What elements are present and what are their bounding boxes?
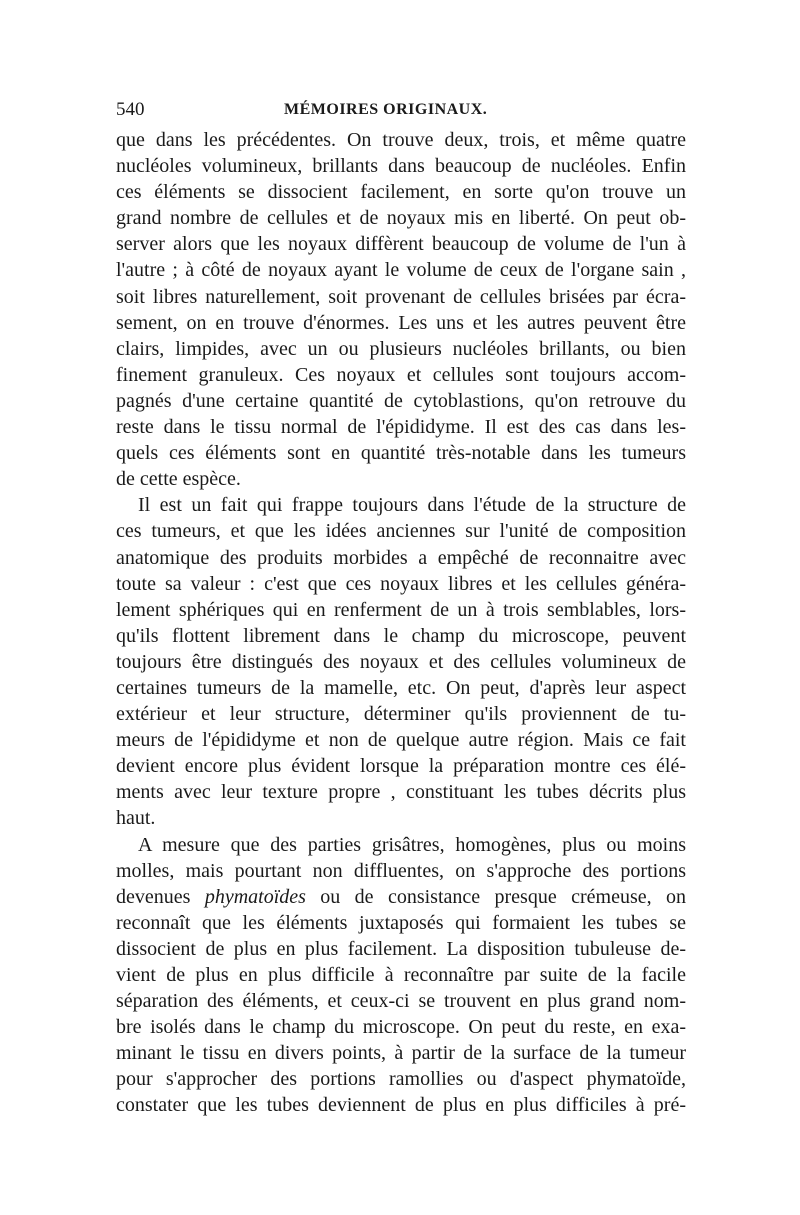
text-line: server alors que les noyaux diffèrent beaucoup de volume de l'un à [116,233,686,256]
text-line [116,884,686,910]
text-line: nucléoles volumineux, brillants dans beaucoup de nucléoles. Enfin [116,155,686,178]
text-span: ou de consistance presque crémeuse, on [305,885,686,908]
text-line: ces tumeurs, et que les idées anciennes sur l'unité de composition [116,520,686,543]
text-span: devenues [116,885,205,908]
running-title: MÉMOIRES ORIGINAUX. [284,101,488,118]
text-line: l'autre ; à côté de noyaux ayant le volume de ceux de l'organe sain , [116,259,686,282]
text-line: dissocient de plus en plus facilement. La disposition tubuleuse de- [116,937,686,960]
italic-term: phymatoïdes [204,885,306,908]
text-line: que dans les précédentes. On trouve deux, trois, et même quatre [116,129,686,151]
text-line: quels ces éléments sont en quantité très-notable dans les tumeurs [116,442,686,465]
text-line: qu'ils flottent librement dans le champ du microscope, peuvent [116,624,686,647]
text-line: pour s'approcher des portions ramollies ou d'aspect phymatoïde, [116,1068,686,1091]
text-line: vient de plus en plus difficile à reconnaître par suite de la facile [116,964,686,986]
text-line: Il est un fait qui frappe toujours dans l'étude de la structure de [138,494,686,517]
text-line: lement sphériques qui en renferment de un à trois semblables, lors- [116,598,686,621]
text-line: clairs, limpides, avec un ou plusieurs nucléoles brillants, ou bien [116,337,686,360]
text-line: bre isolés dans le champ du microscope. On peut du reste, en exa- [116,1016,686,1039]
text-line: séparation des éléments, et ceux-ci se trouvent en plus grand nom- [116,990,686,1013]
text-line: reconnaît que les éléments juxtaposés qui formaient les tubes se [116,911,686,934]
text-line: haut. [116,807,156,830]
text-line: pagnés d'une certaine quantité de cytoblastions, qu'on retrouve du [116,389,686,412]
text-line: finement granuleux. Ces noyaux et cellules sont toujours accom- [116,363,686,386]
text-line: de cette espèce. [116,468,241,491]
page-number: 540 [116,99,145,120]
text-line: toute sa valeur : c'est que ces noyaux libres et les cellules généra- [116,572,686,595]
text-line: sement, on en trouve d'énormes. Les uns et les autres peuvent être [116,311,686,334]
text-line: ments avec leur texture propre , constituant les tubes décrits plus [116,781,686,804]
text-line: toujours être distingués des noyaux et des cellules volumineux de [116,650,686,673]
text-line: meurs de l'épididyme et non de quelque autre région. Mais ce fait [116,729,686,752]
text-line: reste dans le tissu normal de l'épididyme. Il est des cas dans les- [116,416,686,439]
body-text [116,127,686,1119]
text-line: grand nombre de cellules et de noyaux mis en liberté. On peut ob- [116,207,686,230]
text-line: minant le tissu en divers points, à partir de la surface de la tumeur [116,1042,686,1065]
text-line: A mesure que des parties grisâtres, homogènes, plus ou moins [138,833,686,856]
text-line: soit libres naturellement, soit provenant de cellules brisées par écra- [116,285,686,308]
text-line: molles, mais pourtant non diffluentes, on s'approche des portions [116,859,686,882]
text-line: constater que les tubes deviennent de plus en plus difficiles à pré- [116,1094,686,1117]
text-line: certaines tumeurs de la mamelle, etc. On peut, d'après leur aspect [116,676,686,699]
text-line: ces éléments se dissocient facilement, en sorte qu'on trouve un [116,181,686,204]
text-line: anatomique des produits morbides a empêché de reconnaitre avec [116,546,686,569]
running-head [116,98,686,122]
text-line: devient encore plus évident lorsque la préparation montre ces élé- [116,755,686,778]
text-line: extérieur et leur structure, déterminer qu'ils proviennent de tu- [116,703,686,726]
